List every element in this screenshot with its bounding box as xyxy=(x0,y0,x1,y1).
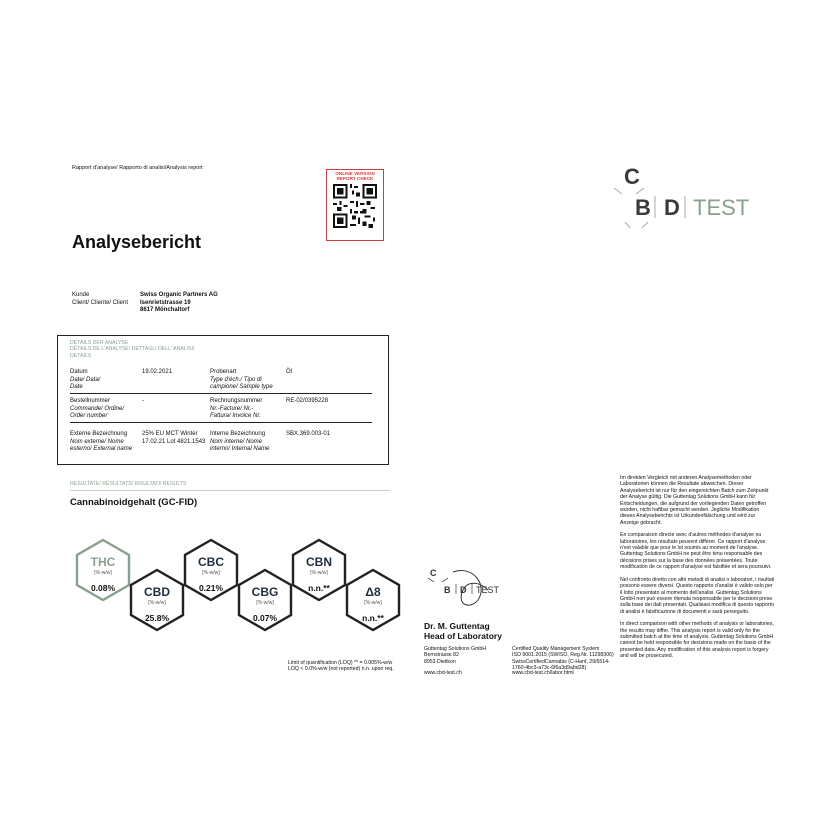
hex-d8-value: n.n.** xyxy=(362,613,384,623)
details-heading-line: DETAILS xyxy=(70,352,92,359)
label-line: Interne Bezeichnung xyxy=(210,431,266,437)
label-line: campione/ Sample type xyxy=(210,384,273,390)
extern-value xyxy=(142,431,210,446)
hex-cbn-value: n.n.** xyxy=(308,583,330,593)
hex-cbd-value: 25.8% xyxy=(144,613,170,623)
label-line: interno/ Internal Name xyxy=(210,446,270,452)
disclaimer-it: Nel confronto diretto con altri metodi di analisi o laboratori, i risultati possono essere diversi. Questo rapporto d'analisi è valido solo per il lotto presentato al momento dell'analisi. Guttentag Solutions GmbH non può essere ritenuta responsabile per le decisioni prese sulla base dei dati presentati. Qualsiasi modifica di questo rapporto di analisi è falsificazione di documenti e sarà perseguito. xyxy=(620,576,775,615)
stamp-word-test: TEST xyxy=(476,585,500,595)
details-heading-line: DÉTAILS DE L'ANALYSE/ DETTAGLI DELL' ANALISI/ xyxy=(70,346,195,353)
results-heading: RESULTATE/ RÉSULTATS/ RISULTATI/ RESULTS xyxy=(70,481,187,487)
probenart-label xyxy=(210,369,290,392)
hex-cbn-name: CBN xyxy=(306,555,332,569)
website-link[interactable]: www.cbd-test.ch xyxy=(424,670,462,676)
client-address xyxy=(140,292,300,315)
address-line: Guttentag Solutions GmbH xyxy=(424,646,486,652)
disclaimer-fr: En comparaison directe avec d'autres méthodes d'analyse ou laboratoires, les résultats peuvent différer. Ce rapport d'analyse n'est valable que pour le lot soumis au moment de l'analyse. Guttentag Solutions GmbH ne peut être tenu responsable des décisions prises sur la base des données présentées. Toute modification de ce rapport d'analyse est falsifiée et sera poursuivi. xyxy=(620,532,772,571)
hex-cbd-unit: [%-w/w] xyxy=(148,600,166,606)
signatory-role: Head of Laboratory xyxy=(424,631,502,641)
client-label-multi: Client/ Cliente/ Client xyxy=(72,299,129,306)
logo-letter-b: B xyxy=(635,195,651,220)
hex-cbg-value: 0.07% xyxy=(252,613,278,623)
label-line: Datum xyxy=(70,369,88,375)
client-name: Swiss Organic Partners AG xyxy=(140,292,218,298)
label-line: Date xyxy=(70,384,83,390)
certifications xyxy=(512,646,622,672)
details-heading xyxy=(70,340,195,359)
lab-link[interactable]: www.cbd-test.ch/labor.html xyxy=(512,670,574,676)
logo-word-test: TEST xyxy=(693,195,750,220)
extern-label xyxy=(70,431,142,454)
signatory-name: Dr. M. Guttentag xyxy=(424,621,490,631)
label-line: Externe Bezeichnung xyxy=(70,431,128,437)
hex-thc-name: THC xyxy=(90,555,116,569)
cert-line: Certified Quality Management System xyxy=(512,646,600,652)
label-line: Commande/ Ordine/ xyxy=(70,405,125,412)
disclaimer-de: Im direkten Vergleich mit anderen Analysemethoden oder Laboratorien können die Resultate abweichen. Dieser Analysebericht ist nur für den eingereichten Batch zum Zeitpunkt der Analyse gültig. Die Guttentag Solutions GmbH kann für Entscheidungen, die aufgrund der vorliegenden Daten getroffen wurden, nicht haftbar gemacht werden. Jegliche Modifikation dieses Analyseberichts ist Urkundenfälschung und wird zur Anzeige gebracht. xyxy=(620,475,769,526)
cannabinoid-title: Cannabinoidgehalt (GC-FID) xyxy=(70,497,198,508)
label-line: Order number xyxy=(70,413,108,419)
label-line: Type d'éch./ Tipo di xyxy=(210,376,262,383)
hex-d8-unit: [%-w/w] xyxy=(364,600,382,606)
divider xyxy=(70,490,390,491)
logo-letter-d: D xyxy=(664,195,680,220)
hex-cbc-unit: [%-w/w] xyxy=(202,570,220,576)
qr-label: ONLINE VERSION REPORT CHECK xyxy=(335,171,375,181)
cert-line: SwissCertifiedCannabis (C-Hanf, 29/6514- xyxy=(512,658,610,665)
stamp-letter-d: D xyxy=(460,585,467,595)
hex-cbd-name: CBD xyxy=(144,585,170,599)
hex-thc-unit: [%-w/w] xyxy=(94,570,112,576)
hex-cbg-unit: [%-w/w] xyxy=(256,600,274,606)
client-label xyxy=(72,292,132,307)
disclaimer-column xyxy=(620,475,775,660)
cert-line: ISO 9001:2015 (SWISO, Reg.Nr. 11298306) xyxy=(512,652,614,659)
qr-check-box[interactable] xyxy=(326,169,384,241)
loq-note-line: Limit of quantification (LOQ) ** = 0.005%-w/w xyxy=(288,660,393,666)
stamp-letter-c: C xyxy=(430,568,437,578)
value-line: 25% EU MCT Winter xyxy=(142,431,198,437)
hex-d8-name: Δ8 xyxy=(365,585,381,599)
report-type-label: Rapport d'analyse/ Rapporto di analisi/Analysis report xyxy=(72,165,203,171)
rechnung-value: RE-02/0395228 xyxy=(286,398,329,404)
client-street: Isenrietstrasse 19 xyxy=(140,299,191,306)
hex-thc-value: 0.08% xyxy=(90,583,116,593)
details-heading-line: DETAILS DER ANALYSE xyxy=(70,340,129,346)
disclaimer-en: In direct comparison with other methods of analysis or laboratories, the results may differ. This analysis report is valid only for the submitted batch at the time of analysis. Guttentag Solutions GmbH cannot be held responsible for decisions made on the basis of the presented data. Any modification of this analysis report is forgery and will be prosecuted. xyxy=(620,621,774,660)
analysis-details-box xyxy=(57,335,389,465)
rechnung-label xyxy=(210,398,290,421)
address-line: Bernstrasse 82 xyxy=(424,652,459,659)
label-line: Probenart xyxy=(210,369,237,375)
hex-cbn-unit: [%-w/w] xyxy=(310,570,328,576)
loq-note-line: LOQ < 0.0%-w/w (not reported) n.n. upon req. xyxy=(288,666,394,673)
intern-label xyxy=(210,431,288,454)
lab-address xyxy=(424,646,510,665)
label-line: Fattura/ Invoice Nr. xyxy=(210,413,261,419)
client-label-de: Kunde xyxy=(72,292,90,298)
label-line: Date/ Data/ xyxy=(70,376,101,383)
page-title: Analysebericht xyxy=(72,232,202,252)
label-line: esterno/ External name xyxy=(70,446,133,452)
divider xyxy=(70,393,372,394)
datum-label xyxy=(70,369,130,392)
stamp-letter-b: B xyxy=(444,585,451,595)
loq-note xyxy=(288,660,394,673)
probenart-value: Öl xyxy=(286,369,292,375)
client-city: 8617 Mönchaltorf xyxy=(140,307,190,313)
qr-code-icon xyxy=(333,184,377,228)
bestell-value: - xyxy=(142,398,144,404)
cert-line: 1760-4bc3-a73c-6f6a3d9abd28) xyxy=(512,665,587,672)
address-line: 8953 Dietikon xyxy=(424,658,456,665)
label-line: Bestellnummer xyxy=(70,398,111,404)
label-line: Nr.-Facture/ Nr.- xyxy=(210,405,254,412)
value-line: 17.02.21 Lot 4821.1543 xyxy=(142,438,206,445)
signature-stamp xyxy=(418,560,508,620)
logo-letter-c: C xyxy=(624,164,640,189)
cbd-test-logo xyxy=(600,160,780,240)
divider xyxy=(70,422,372,423)
label-line: Nom externe/ Nome xyxy=(70,438,124,445)
hex-cbc-value: 0.21% xyxy=(198,583,224,593)
hex-cbg-name: CBG xyxy=(251,585,279,599)
datum-value: 19.02.2021 xyxy=(142,369,173,375)
intern-value: SBX.369.003-01 xyxy=(286,431,331,437)
hex-cbc-name: CBC xyxy=(198,555,224,569)
bestell-label xyxy=(70,398,130,421)
label-line: Rechnungsnummer xyxy=(210,398,263,404)
signatory xyxy=(424,621,502,641)
label-line: Nom interne/ Nome xyxy=(210,438,263,445)
